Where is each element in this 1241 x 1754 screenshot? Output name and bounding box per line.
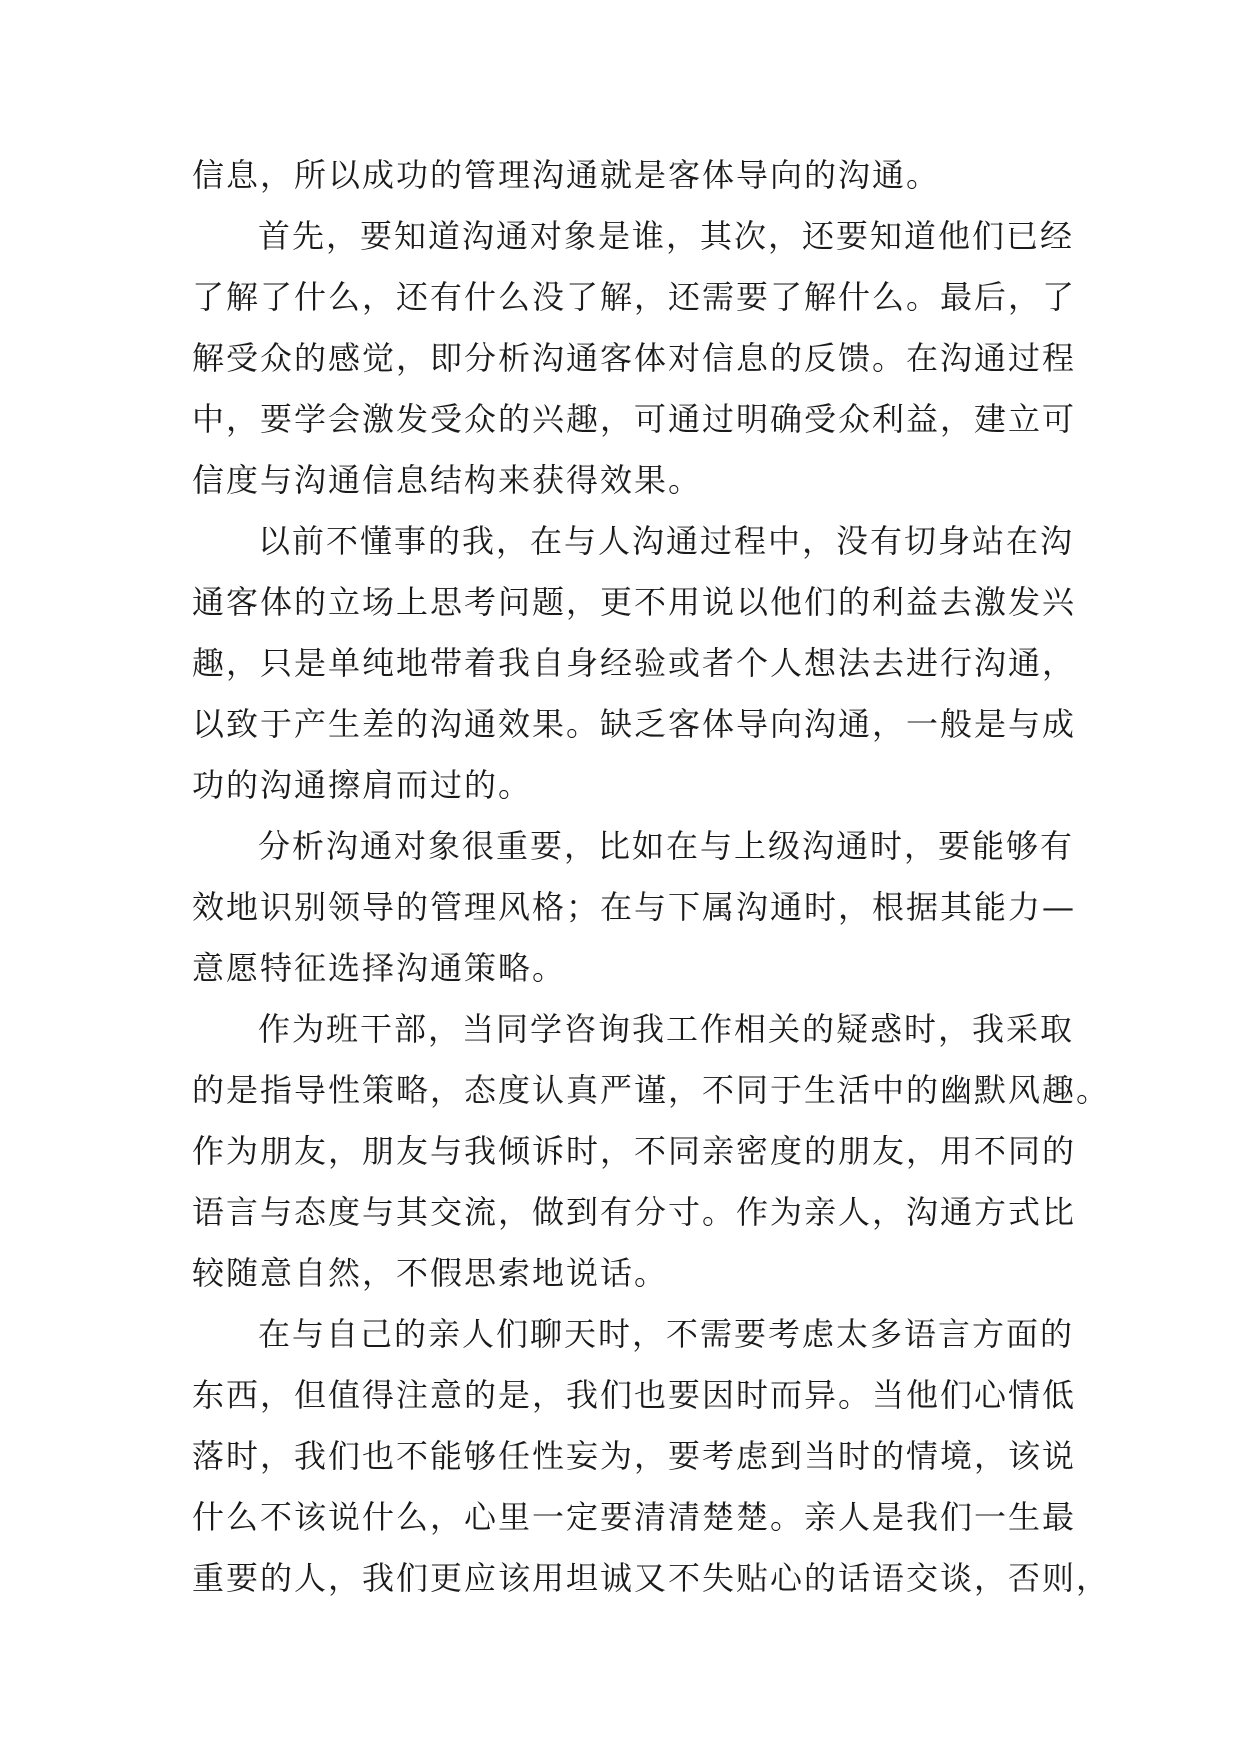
text-line: 功的沟通擦肩而过的。 xyxy=(192,766,533,804)
text-line: 作为班干部，当同学咨询我工作相关的疑惑时，我采取 xyxy=(258,1010,1075,1048)
text-line: 信息，所以成功的管理沟通就是客体导向的沟通。 xyxy=(192,156,941,194)
text-line: 的是指导性策略，态度认真严谨，不同于生活中的幽默风趣。 xyxy=(192,1071,1111,1109)
text-line: 意愿特征选择沟通策略。 xyxy=(192,949,567,987)
text-line: 在与自己的亲人们聊天时，不需要考虑太多语言方面的 xyxy=(258,1315,1075,1353)
text-line: 通客体的立场上思考问题，更不用说以他们的利益去激发兴 xyxy=(192,583,1077,621)
text-line: 较随意自然，不假思索地说话。 xyxy=(192,1254,669,1292)
text-line: 信度与沟通信息结构来获得效果。 xyxy=(192,461,703,499)
paragraph-3 xyxy=(192,511,1077,816)
text-line: 以前不懂事的我，在与人沟通过程中，没有切身站在沟 xyxy=(258,522,1075,560)
text-line: 以致于产生差的沟通效果。缺乏客体导向沟通，一般是与成 xyxy=(192,705,1077,743)
text-line: 分析沟通对象很重要，比如在与上级沟通时，要能够有 xyxy=(258,827,1075,865)
text-line: 首先，要知道沟通对象是谁，其次，还要知道他们已经 xyxy=(258,217,1075,255)
paragraph-2 xyxy=(192,206,1077,511)
text-line: 语言与态度与其交流，做到有分寸。作为亲人，沟通方式比 xyxy=(192,1193,1077,1231)
text-line: 趣，只是单纯地带着我自身经验或者个人想法去进行沟通， xyxy=(192,644,1077,682)
text-line: 什么不该说什么，心里一定要清清楚楚。亲人是我们一生最 xyxy=(192,1498,1077,1536)
text-line: 中，要学会激发受众的兴趣，可通过明确受众利益，建立可 xyxy=(192,400,1077,438)
paragraph-6 xyxy=(192,1304,1111,1609)
document-body xyxy=(192,145,1111,1609)
text-line: 落时，我们也不能够任性妄为，要考虑到当时的情境，该说 xyxy=(192,1437,1077,1475)
paragraph-4 xyxy=(192,816,1077,999)
text-line: 了解了什么，还有什么没了解，还需要了解什么。最后，了 xyxy=(192,278,1077,316)
text-line: 东西，但值得注意的是，我们也要因时而异。当他们心情低 xyxy=(192,1376,1077,1414)
paragraph-5 xyxy=(192,999,1111,1304)
text-line: 效地识别领导的管理风格；在与下属沟通时，根据其能力— xyxy=(192,888,1077,926)
text-line: 作为朋友，朋友与我倾诉时，不同亲密度的朋友，用不同的 xyxy=(192,1132,1077,1170)
text-line: 解受众的感觉，即分析沟通客体对信息的反馈。在沟通过程 xyxy=(192,339,1077,377)
paragraph-1 xyxy=(192,145,1072,206)
text-line: 重要的人，我们更应该用坦诚又不失贴心的话语交谈，否则， xyxy=(192,1559,1111,1597)
